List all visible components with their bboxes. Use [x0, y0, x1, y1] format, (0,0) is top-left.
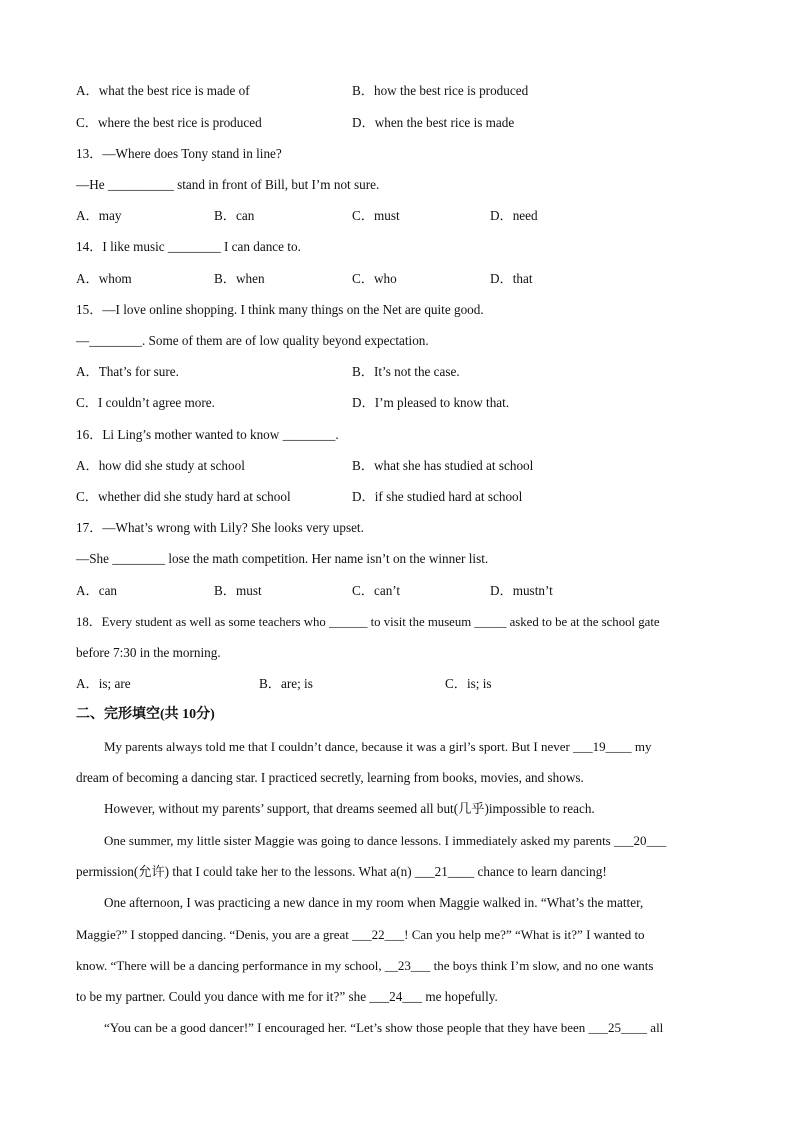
- q13-option-c: C．must: [352, 208, 400, 223]
- q18-stem-2: before 7:30 in the morning.: [76, 645, 221, 660]
- passage-line: to be my partner. Could you dance with me for it?” she ___24___ me hopefully.: [76, 989, 498, 1004]
- q14-option-a: A．whom: [76, 271, 132, 286]
- q12-option-a: A．what the best rice is made of: [76, 83, 250, 98]
- q13-stem-2: —He __________ stand in front of Bill, but I’m not sure.: [76, 177, 380, 192]
- q15-option-a: A．That’s for sure.: [76, 364, 179, 379]
- q13-option-a: A．may: [76, 208, 122, 223]
- q18-option-c: C．is; is: [445, 676, 492, 691]
- passage-line: One summer, my little sister Maggie was going to dance lessons. I immediately asked my parents ___20___: [104, 833, 666, 848]
- q15-stem-2: —________. Some of them are of low quality beyond expectation.: [76, 333, 429, 348]
- passage-line: One afternoon, I was practicing a new dance in my room when Maggie walked in. “What’s the matter,: [104, 895, 644, 910]
- q12-option-d: D．when the best rice is made: [352, 115, 515, 130]
- passage-line: Maggie?” I stopped dancing. “Denis, you are a great ___22___! Can you help me?” “What is it?” I wanted to: [76, 927, 645, 942]
- passage-line: permission(允许) that I could take her to the lessons. What a(n) ___21____ chance to learn dancing!: [76, 864, 607, 879]
- passage-line: However, without my parents’ support, that dreams seemed all but(几乎)impossible to reach.: [104, 801, 595, 816]
- q17-option-d: D．mustn’t: [490, 583, 553, 598]
- q16-option-c: C．whether did she study hard at school: [76, 489, 291, 504]
- q14-option-c: C．who: [352, 271, 397, 286]
- q15-option-d: D．I’m pleased to know that.: [352, 395, 510, 410]
- q16-option-d: D．if she studied hard at school: [352, 489, 523, 504]
- q17-option-c: C．can’t: [352, 583, 401, 598]
- q18-option-a: A．is; are: [76, 676, 131, 691]
- passage-line: My parents always told me that I couldn’t dance, because it was a girl’s sport. But I never ___19____ my: [104, 739, 652, 754]
- passage-line: know. “There will be a dancing performance in my school, __23___ the boys think I’m slow, and no one wants: [76, 958, 654, 973]
- q13-option-d: D．need: [490, 208, 538, 223]
- q16-option-a: A．how did she study at school: [76, 458, 245, 473]
- q12-option-c: C．where the best rice is produced: [76, 115, 262, 130]
- section-heading: 二、完形填空(共 10分): [76, 707, 215, 722]
- q17-option-b: B．must: [214, 583, 262, 598]
- q17-stem-2: —She ________ lose the math competition. Her name isn’t on the winner list.: [76, 551, 489, 566]
- q15-option-c: C．I couldn’t agree more.: [76, 395, 215, 410]
- passage-line: “You can be a good dancer!” I encouraged her. “Let’s show those people that they have been ___25____ all: [104, 1020, 664, 1035]
- q14-option-d: D．that: [490, 271, 533, 286]
- q17-stem: 17．—What’s wrong with Lily? She looks very upset.: [76, 520, 364, 535]
- q15-option-b: B．It’s not the case.: [352, 364, 460, 379]
- q16-option-b: B．what she has studied at school: [352, 458, 534, 473]
- passage-line: dream of becoming a dancing star. I practiced secretly, learning from books, movies, and shows.: [76, 770, 584, 785]
- q13-option-b: B．can: [214, 208, 255, 223]
- q13-stem: 13．—Where does Tony stand in line?: [76, 146, 282, 161]
- q15-stem: 15．—I love online shopping. I think many things on the Net are quite good.: [76, 302, 484, 317]
- q12-option-b: B．how the best rice is produced: [352, 83, 529, 98]
- q16-stem: 16．Li Ling’s mother wanted to know ________.: [76, 427, 339, 442]
- q18-option-b: B．are; is: [259, 676, 313, 691]
- q17-option-a: A．can: [76, 583, 118, 598]
- q14-option-b: B．when: [214, 271, 265, 286]
- q18-stem: 18．Every student as well as some teachers who ______ to visit the museum _____ asked to be at the school gate: [76, 615, 660, 629]
- q14-stem: 14．I like music ________ I can dance to.: [76, 239, 301, 254]
